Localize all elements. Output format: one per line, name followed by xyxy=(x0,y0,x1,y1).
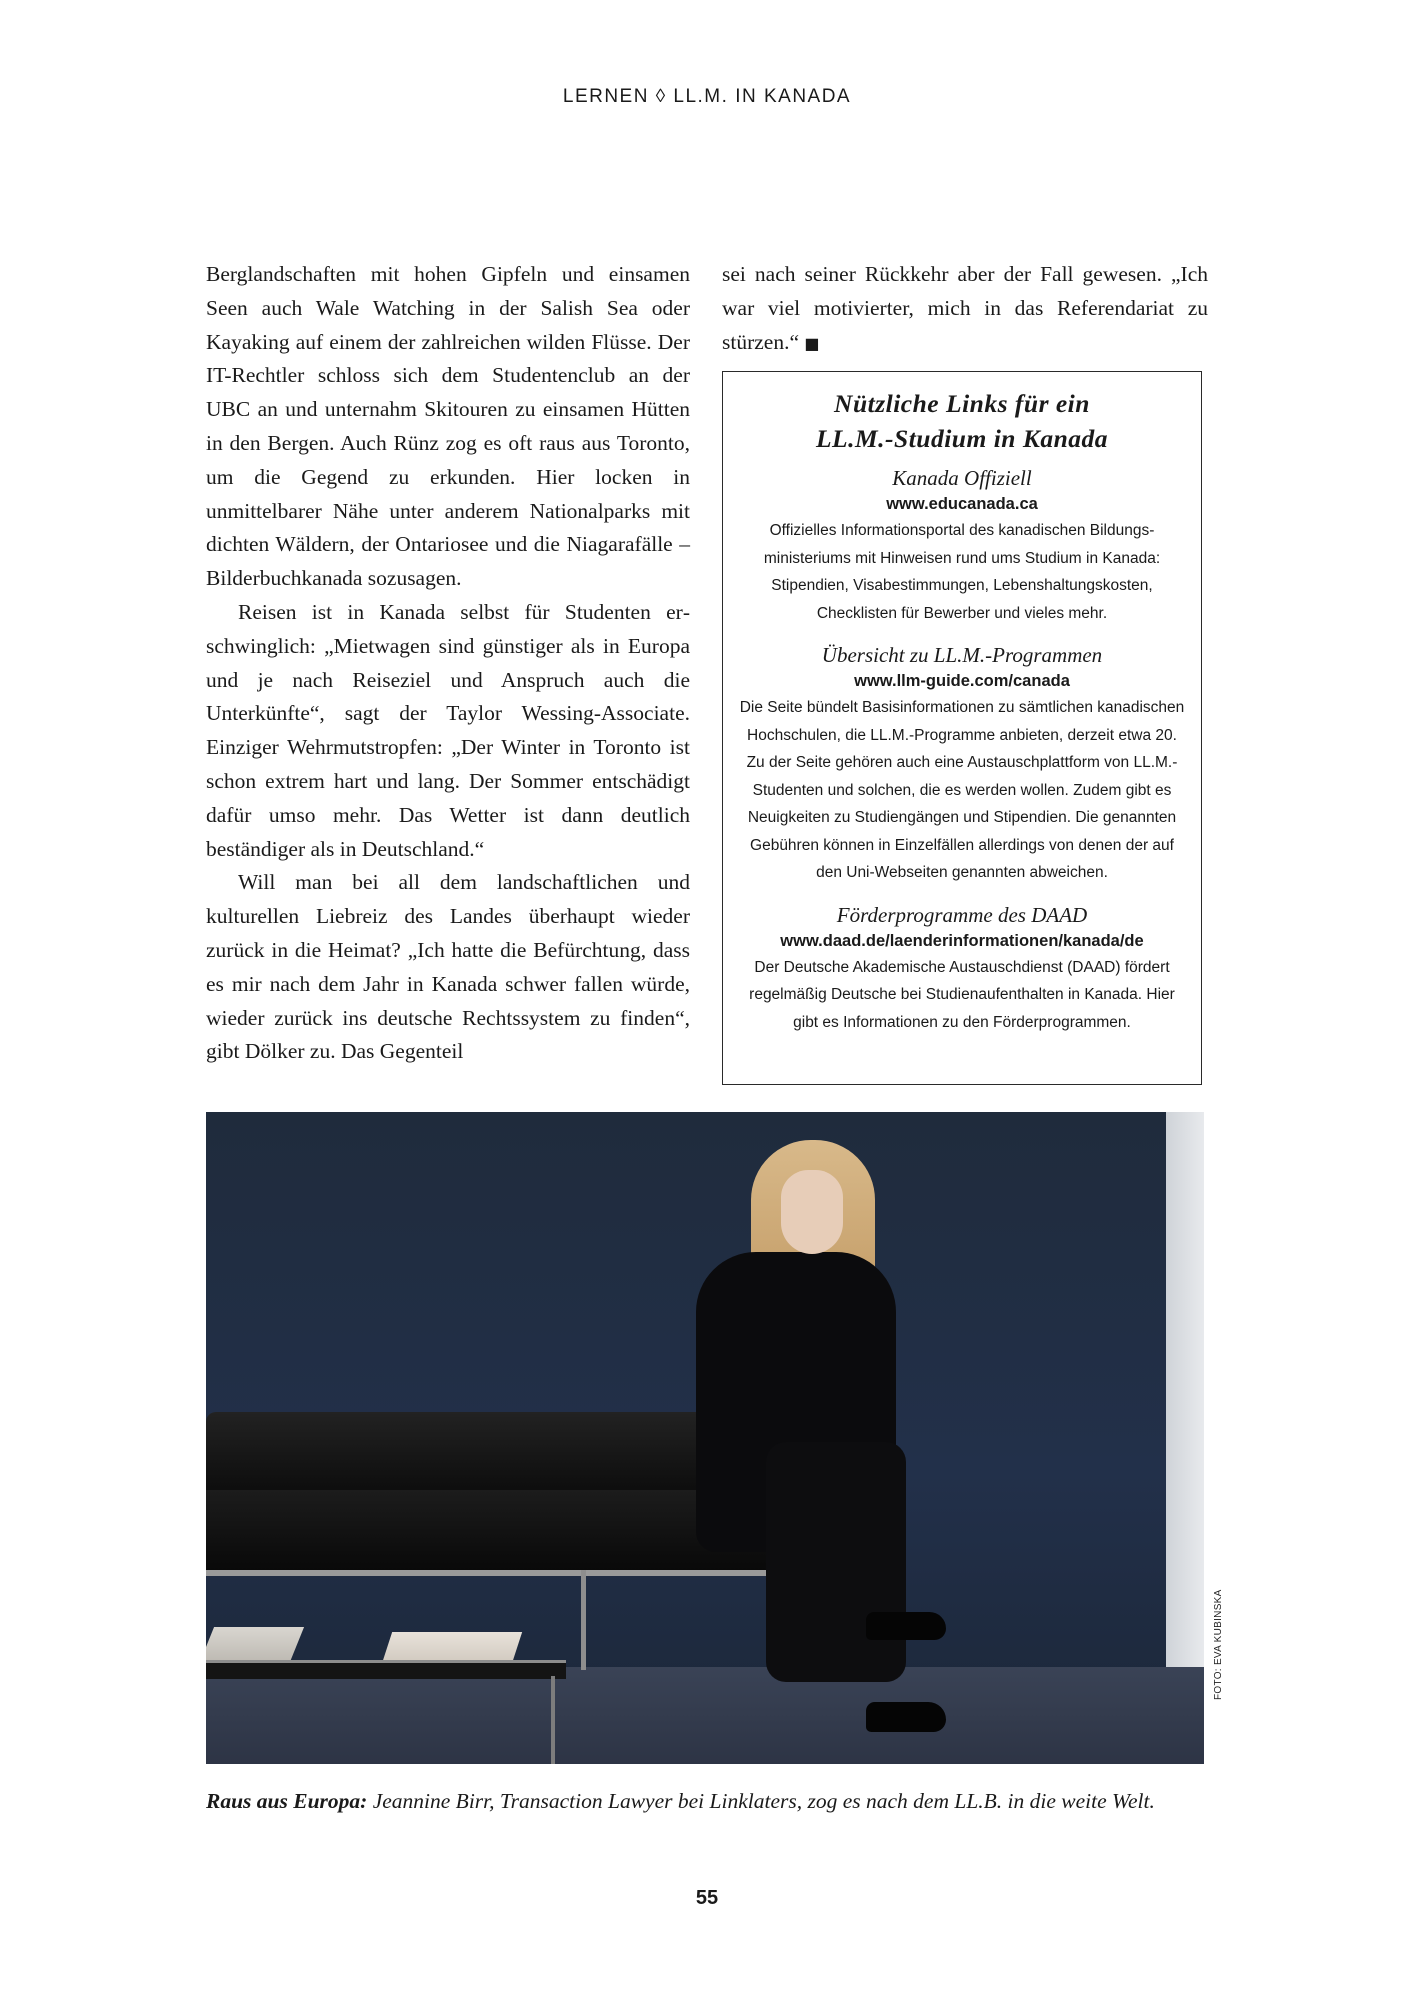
article-paragraph: Will man bei all dem landschaftlichen und kulturellen Liebreiz des Landes überhaupt wieder zurück in die Heimat? „Ich hatte die Befürchtung, dass es mir nach dem Jahr in Kanada schwer fallen würde, wieder zurück ins deutsche Rechtssystem zu finden“, gibt Dölker zu. Das Gegenteil xyxy=(206,870,690,1064)
infobox-title-line2: LL.M.-Studium in Kanada xyxy=(815,424,1109,453)
infobox-section-title: Kanada Offiziell xyxy=(892,466,1032,490)
article-right-column xyxy=(722,258,1208,360)
infobox-section-title: Übersicht zu LL.M.-Programmen xyxy=(821,643,1103,667)
article-paragraph-text: sei nach seiner Rückkehr aber der Fall gewesen. „Ich war viel motivierter, mich in das Referendariat zu stürzen.“ xyxy=(722,262,1208,354)
infobox-section-description: Der Deutsche Akademische Austauschdienst (DAAD) fördert regelmäßig Deutsche bei Studienaufenthalten in Kanada. Hier gibt es Informationen zu den Förderprogrammen. xyxy=(749,958,1175,1031)
photo-person-face xyxy=(781,1170,843,1254)
article-paragraph: Reisen ist in Kanada selbst für Studenten erschwinglich: „Mietwagen sind günstiger als in Europa und je nach Reiseziel und Anspruch auch die Unterkünfte“, sagt der Taylor Wessing-Associate. Einziger Wehrmutstropfen: „Der Winter in Toronto ist schon extrem hart und lang. Der Sommer entschädigt dafür umso mehr. Das Wetter ist dann deutlich beständiger als in Deutschland.“ xyxy=(206,599,690,861)
photo-sofa-back xyxy=(206,1412,766,1492)
photo-table-leg xyxy=(551,1676,555,1764)
article-paragraph: Berglandschaften mit hohen Gipfeln und einsamen Seen auch Wale Watching in der Salish Sea oder Kayaking auf einem der zahlreichen wilden Flüsse. Der IT-Rechtler schloss sich dem Studentenclub an der UBC an und unternahm Skitouren zu einsamen Hütten in den Bergen. Auch Rünz zog es oft raus aus Toronto, um die Gegend zu erkunden. Hier locken in unmittelbarer Nähe unter anderem Nationalparks mit dichten Wäldern, der Ontariosee und die Niagarafälle – Bilderbuchkanada sozusagen. xyxy=(206,262,690,591)
infobox-section-url[interactable]: www.daad.de/laenderinformationen/kanada/de xyxy=(780,931,1144,950)
caption-text: Jeannine Birr, Transaction Lawyer bei Linklaters, zog es nach dem LL.B. in die weite Welt. xyxy=(367,1789,1155,1813)
photo-person-shoe xyxy=(866,1612,946,1640)
photo-sofa-leg xyxy=(581,1570,586,1670)
photo-person-legs xyxy=(766,1442,906,1682)
infobox-section xyxy=(723,641,1201,887)
photo-person-shoe xyxy=(866,1702,946,1732)
infobox-section-description: Offizielles Informationsportal des kanadischen Bildungsministeriums mit Hinweisen rund ums Studium in Kanada: Stipendien, Visabestimmungen, Lebenshaltungskosten, Checklisten für Bewerber und vieles mehr. xyxy=(763,522,1161,622)
end-mark: ■ xyxy=(804,333,820,353)
page-number: 55 xyxy=(695,1887,719,1909)
photo-floor xyxy=(206,1667,1204,1764)
infobox-section xyxy=(723,901,1201,1037)
infobox-section-title: Förderprogramme des DAAD xyxy=(836,902,1088,927)
photo-credit: FOTO: EVA KUBINSKA xyxy=(1213,1589,1224,1700)
infobox-section-url[interactable]: www.educanada.ca xyxy=(886,495,1038,513)
photo-table xyxy=(206,1660,566,1679)
photo-sofa-frame xyxy=(206,1570,818,1576)
infobox-title-line1: Nützliche Links für ein xyxy=(834,389,1090,418)
photo-caption xyxy=(206,1786,1204,1816)
infobox-section-url[interactable]: www.llm-guide.com/canada xyxy=(854,672,1070,690)
photo-wall xyxy=(1166,1112,1204,1672)
caption-lead: Raus aus Europa: xyxy=(206,1789,368,1813)
infobox-section xyxy=(723,464,1201,627)
running-header: LERNEN ◊ LL.M. IN KANADA xyxy=(562,86,852,107)
article-left-column xyxy=(206,258,690,1069)
portrait-photo xyxy=(206,1112,1204,1764)
article-paragraph-end xyxy=(722,258,1208,360)
links-infobox xyxy=(722,371,1202,1085)
infobox-section-description: Die Seite bündelt Basisinformationen zu sämtlichen kanadischen Hochschulen, die LL.M.-Programme anbieten, derzeit etwa 20. Zu der Seite gehören auch eine Austauschplattform von LL.M.-Studenten und solchen, die es werden wollen. Zudem gibt es Neuigkeiten zu Studiengängen und Stipendien. Die genannten Gebühren können in Einzelfällen allerdings von denen der auf den Uni-Webseiten genannten abweichen. xyxy=(739,699,1185,881)
